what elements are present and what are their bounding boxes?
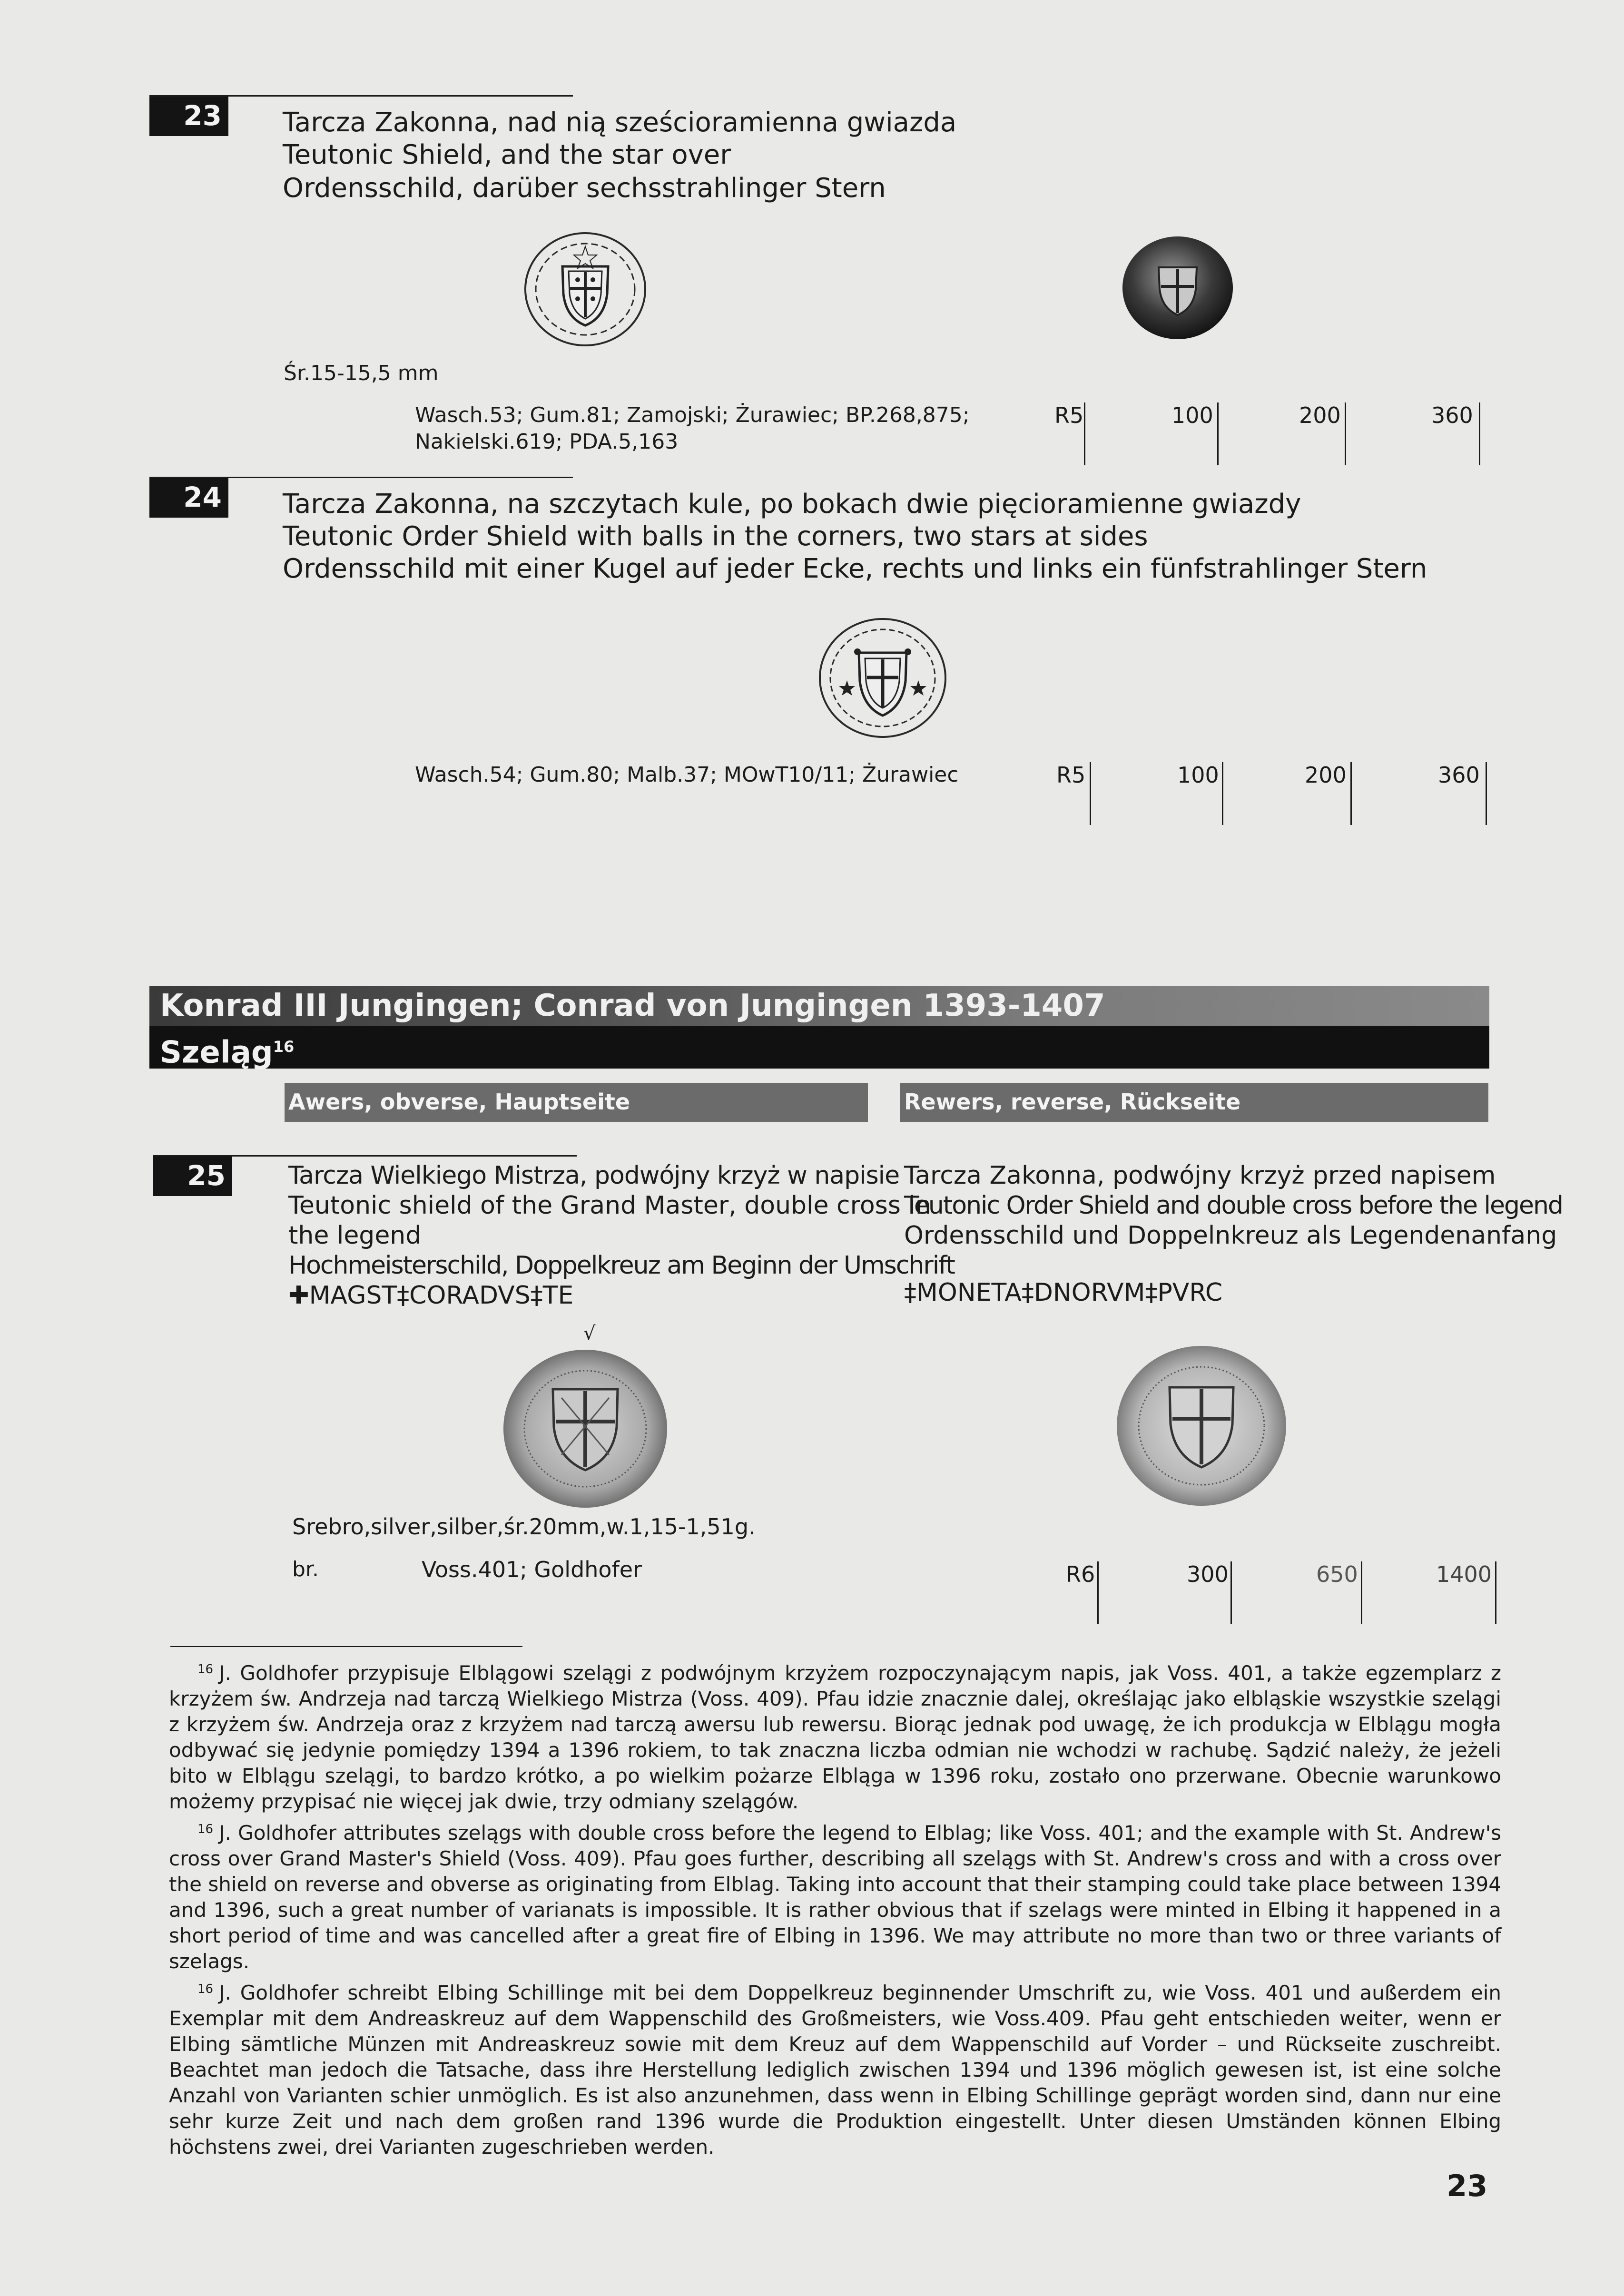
- price-fine: 300: [1187, 1561, 1229, 1587]
- item-references: Voss.401; Goldhofer: [422, 1557, 642, 1582]
- reverse-header: Rewers, reverse, Rückseite: [900, 1083, 1488, 1122]
- item-number-badge: 23: [149, 95, 228, 136]
- coin-type-banner-bg: [149, 1026, 1489, 1069]
- item-title-en: Teutonic Shield, and the star over: [283, 139, 731, 170]
- footnote-de-text: J. Goldhofer schreibt Elbing Schillinge mit bei dem Doppelkreuz beginnender Umschrift zu, wie Voss. 401 und außerdem ein Exemplar mit dem Andreaskreuz auf dem Wappenschild des Großmeisters, wie Voss.409. Pfau geht entschieden weiter, wenn er Elbing sämtliche Münzen mit Andreaskreuz sowie mit dem Kreuz auf dem Wappenschild auf Vorder – und Rückseite zuschreibt. Beachtet man jedoch die Tatsache, dass ihre Herstellung lediglich zwischen 1394 und 1396 möglich gewesen ist, ist eine solche Anzahl von Varianten schier unmöglich. Es ist also anzunehmen, dass wenn in Elbing Schillinge geprägt worden sind, dann nur eine sehr kurze Zeit und nach dem großen rand 1396 wurde die Produktion eingestellt. Unter diesen Umständen können Elbing höchstens zwei, drei Varianten zugeschrieben werden.: [169, 1981, 1501, 2159]
- reverse-description: [904, 1161, 1563, 1308]
- footnote-number: 16: [197, 1982, 214, 1996]
- price-divider: [1345, 402, 1346, 465]
- item-number-badge: 25: [153, 1155, 232, 1196]
- footnotes: [169, 1657, 1501, 2162]
- reverse-de: Ordensschild und Doppelnkreuz als Legendenanfang: [904, 1221, 1557, 1250]
- price-very-fine: 200: [1305, 762, 1347, 788]
- price-divider: [1495, 1561, 1496, 1624]
- item-number-badge: 24: [149, 477, 228, 518]
- coin-type-title: [160, 1028, 294, 1071]
- price-extra-fine: 1400: [1436, 1561, 1492, 1587]
- item-rule: [149, 95, 573, 97]
- price-fine: 100: [1171, 402, 1213, 428]
- price-divider: [1084, 402, 1085, 465]
- price-divider: [1361, 1561, 1362, 1624]
- item-title-de: Ordensschild, darüber sechsstrahlinger Stern: [283, 173, 886, 204]
- coin-drawing-24: [814, 614, 952, 742]
- footnote-number: 16: [197, 1822, 214, 1836]
- price-divider: [1350, 762, 1352, 825]
- ruler-title: Konrad III Jungingen; Conrad von Jungingen 1393-1407: [160, 988, 1105, 1023]
- item-references-cont: Nakielski.619; PDA.5,163: [415, 430, 679, 454]
- item-references: Wasch.53; Gum.81; Zamojski; Żurawiec; BP.268,875;: [415, 403, 970, 427]
- coin-photo-25-obverse: [500, 1345, 671, 1512]
- footnote-mark: 16: [273, 1038, 295, 1056]
- check-mark: √: [583, 1323, 596, 1344]
- price-very-fine: 200: [1299, 402, 1341, 428]
- obverse-en-cont: the legend: [288, 1221, 422, 1250]
- rarity-grade: R5: [1054, 402, 1084, 428]
- item-title-pl: Tarcza Zakonna, nad nią sześcioramienna gwiazda: [283, 107, 957, 138]
- footnote-de: [169, 1976, 1501, 2160]
- coin-photo-23: [1118, 233, 1237, 343]
- price-divider: [1222, 762, 1223, 825]
- price-very-fine: 650: [1316, 1561, 1358, 1587]
- item-rule: [153, 1155, 577, 1157]
- edge-note: br.: [292, 1557, 319, 1581]
- footnote-number: 16: [197, 1662, 214, 1677]
- obverse-de: Hochmeisterschild, Doppelkreuz am Beginn der Umschrift: [288, 1251, 955, 1280]
- footnote-rule: [170, 1646, 522, 1647]
- coin-specs: Srebro,silver,silber,śr.20mm,w.1,15-1,51g.: [292, 1514, 756, 1540]
- price-divider: [1230, 1561, 1232, 1624]
- coin-drawing-23: [519, 227, 652, 351]
- rarity-grade: R5: [1056, 762, 1086, 788]
- coin-photo-25-reverse: [1113, 1343, 1289, 1509]
- item-title-en: Teutonic Order Shield with balls in the corners, two stars at sides: [283, 521, 1148, 552]
- price-divider: [1479, 402, 1480, 465]
- reverse-en: Teutonic Order Shield and double cross before the legend: [904, 1191, 1563, 1220]
- footnote-pl-text: J. Goldhofer przypisuje Elblągowi szelągi z podwójnym krzyżem rozpoczynającym napis, jak Voss. 401, a także egzemplarz z krzyżem św. Andrzeja nad tarczą Wielkiego Mistrza (Voss. 409). Pfau idzie znacznie dalej, określając jako elbląskie wszystkie szelągi z krzyżem św. Andrzeja oraz z krzyżem nad tarczą awersu lub rewersu. Biorąc jednak pod uwagę, że ich produkcja w Elblągu mogła odbywać się jedynie pomiędzy 1394 a 1396 rokiem, to tak znaczna liczba odmian nie wchodzi w rachubę. Sądzić należy, że jeżeli bito w Elblągu szelągi, to bardzo krótko, a po wielkim pożarze Elbląga w 1396 roku, zostało ono przerwane. Obecnie warunkowo możemy przypisać nie więcej jak dwie, trzy odmiany szelągów.: [169, 1661, 1501, 1813]
- item-title-pl: Tarcza Zakonna, na szczytach kule, po bokach dwie pięcioramienne gwiazdy: [283, 489, 1301, 520]
- item-rule: [149, 477, 573, 478]
- footnote-pl: [169, 1657, 1501, 1815]
- coin-type-name: Szeląg: [160, 1035, 273, 1070]
- price-divider: [1090, 762, 1091, 825]
- price-fine: 100: [1177, 762, 1219, 788]
- price-extra-fine: 360: [1438, 762, 1480, 788]
- obverse-pl: Tarcza Wielkiego Mistrza, podwójny krzyż w napisie: [288, 1161, 900, 1190]
- item-references: Wasch.54; Gum.80; Malb.37; MOwT10/11; Żurawiec: [415, 763, 959, 787]
- reverse-legend: ‡MONETA‡DNORVM‡PVRC: [904, 1278, 1223, 1307]
- obverse-en: Teutonic shield of the Grand Master, double cross in: [288, 1191, 931, 1220]
- item-diameter: Śr.15-15,5 mm: [284, 361, 439, 385]
- footnote-en: [169, 1816, 1501, 1974]
- page-number: 23: [1447, 2168, 1488, 2203]
- price-divider: [1486, 762, 1487, 825]
- rarity-grade: R6: [1066, 1561, 1095, 1587]
- price-divider: [1217, 402, 1219, 465]
- obverse-legend: ✚MAGST‡CORADVS‡TE: [288, 1281, 574, 1310]
- price-divider: [1097, 1561, 1099, 1624]
- footnote-en-text: J. Goldhofer attributes szelągs with double cross before the legend to Elblag; like Voss. 401; and the example with St. Andrew's cross over Grand Master's Shield (Voss. 409). Pfau goes further, describing all szelągs with St. Andrew's cross and with a cross over the shield on reverse and obverse as originating from Elblag. Taking into account that their stamping could take place between 1394 and 1396, such a great number of varianats is impossible. It is rather obvious that if szelags were minted in Elbing it happened in a short period of time and was cancelled after a great fire of Elbing in 1396. We may attribute no more than two or three variants of szelags.: [169, 1821, 1501, 1973]
- obverse-header: Awers, obverse, Hauptseite: [285, 1083, 868, 1122]
- obverse-description: [288, 1161, 955, 1311]
- price-extra-fine: 360: [1431, 402, 1473, 428]
- reverse-pl: Tarcza Zakonna, podwójny krzyż przed napisem: [904, 1161, 1496, 1190]
- item-title-de: Ordensschild mit einer Kugel auf jeder Ecke, rechts und links ein fünfstrahlinger Stern: [283, 553, 1427, 584]
